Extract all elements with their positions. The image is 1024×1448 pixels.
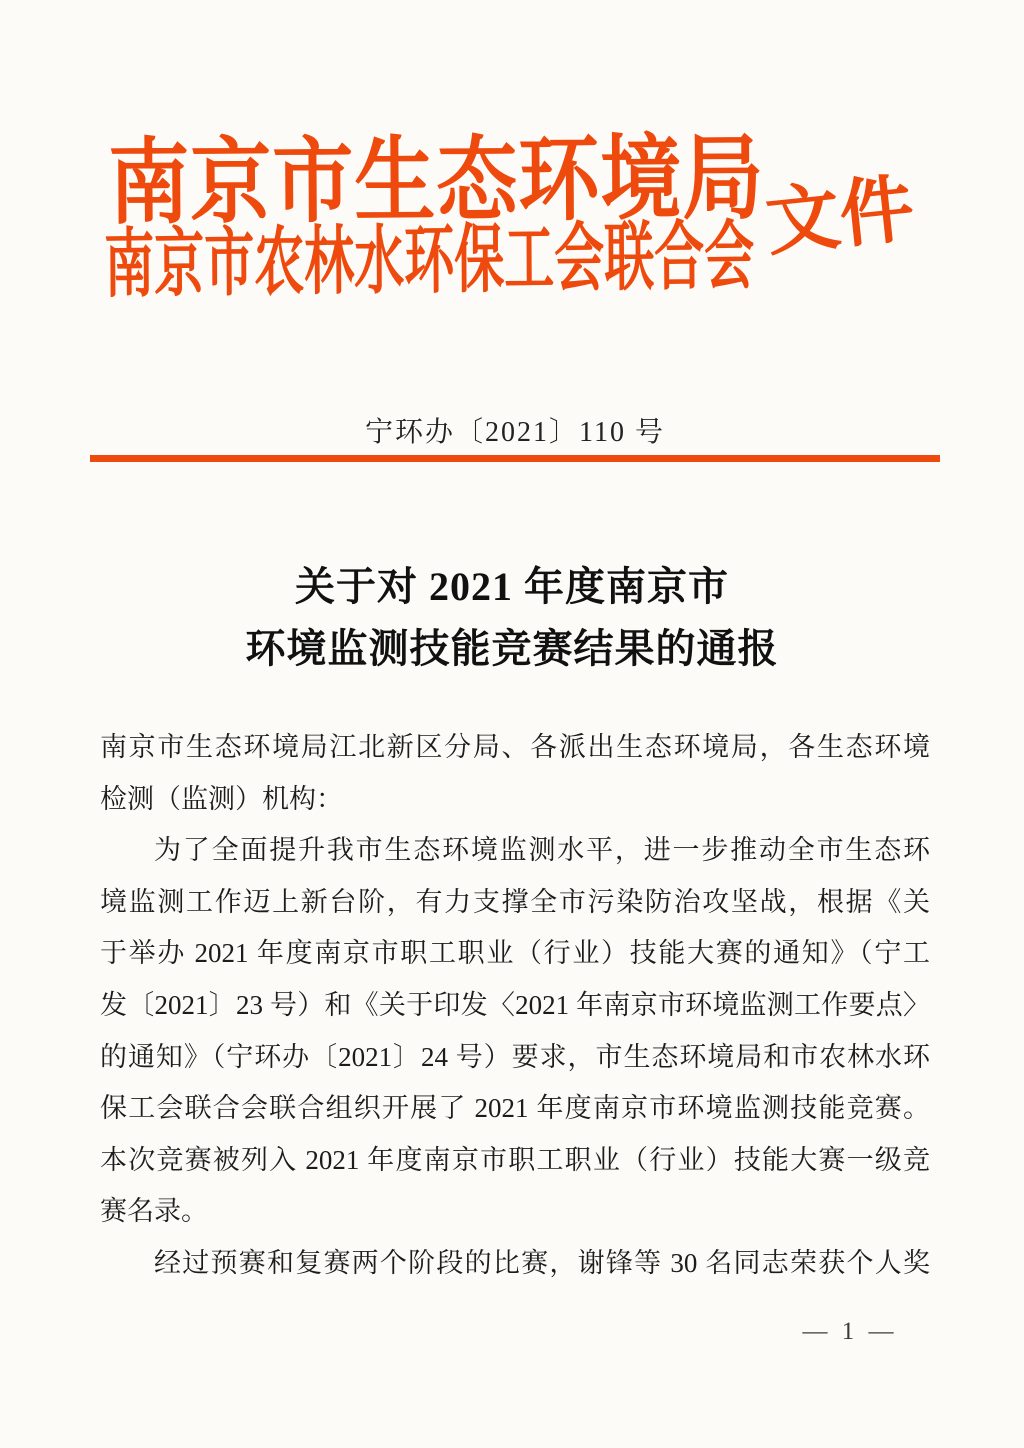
document-title-line2: 环境监测技能竞赛结果的通报 [245, 626, 779, 671]
doc-number: 宁环办〔2021〕110 号 [365, 417, 665, 448]
body-line: 发〔2021〕23 号）和《关于印发〈2021 年南京市环境监测工作要点〉 [100, 989, 930, 1020]
header-divider-line [90, 455, 940, 462]
header-org-name-line1: 南京市生态环境局 [107, 126, 765, 236]
header-doc-type-label: 文件 [762, 168, 918, 266]
body-line: 的通知》（宁环办〔2021〕24 号）要求，市生态环境局和市农林水环 [100, 1041, 930, 1072]
body-line: 为了全面提升我市生态环境监测水平，进一步推动全市生态环 [154, 835, 930, 866]
body-line: 检测（监测）机构： [100, 783, 343, 814]
body-line: 保工会联合会联合组织开展了 2021 年度南京市环境监测技能竞赛。 [100, 1093, 930, 1124]
header-org-name-line2: 南京市农林水环保工会联合会 [103, 213, 755, 307]
document-title [60, 556, 964, 680]
body-line: 经过预赛和复赛两个阶段的比赛，谢锋等 30 名同志荣获个人奖 [154, 1247, 930, 1278]
body-lines [100, 722, 930, 1290]
page-number: — 1 — [802, 1318, 898, 1345]
body-line: 本次竞赛被列入 2021 年度南京市职工职业（行业）技能大赛一级竞 [100, 1144, 930, 1175]
body-line: 于举办 2021 年度南京市职工职业（行业）技能大赛的通知》（宁工 [100, 938, 930, 969]
body-line: 南京市生态环境局江北新区分局、各派出生态环境局，各生态环境 [100, 732, 930, 762]
document-title-line1: 关于对 2021 年度南京市 [295, 564, 729, 609]
body-line: 赛名录。 [100, 1196, 208, 1227]
body-line: 境监测工作迈上新台阶，有力支撑全市污染防治攻坚战，根据《关 [100, 886, 930, 917]
